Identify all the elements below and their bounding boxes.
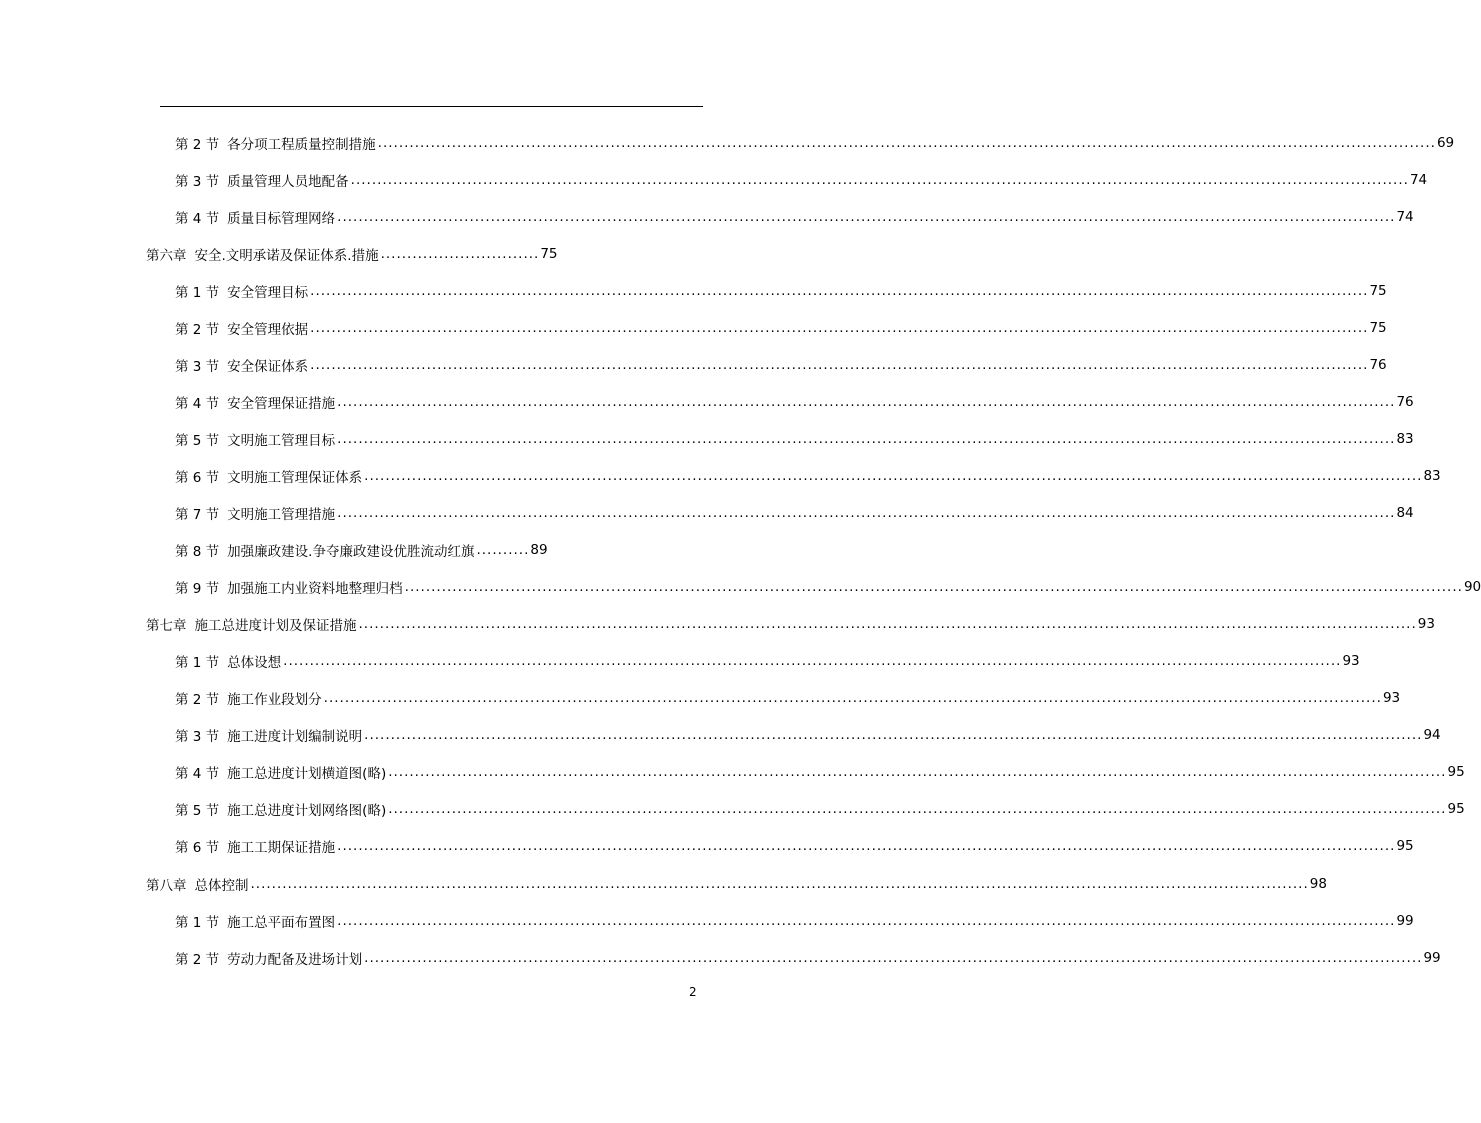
toc-section-entry[interactable] [175,939,1441,976]
toc-entry-number: 第七章 [146,618,187,635]
toc-page-number: 94 [1423,727,1441,744]
toc-page-number: 93 [1417,616,1435,633]
toc-section-entry[interactable] [175,457,1441,494]
toc-entry-title: 安全管理保证措施 [227,395,336,412]
toc-dot-leader: ........................................................................................................................................................................................................ [377,134,1436,151]
toc-page-number: 95 [1447,801,1465,818]
toc-entry-number: 第 2 节 [175,136,220,153]
toc-entry-title: 施工进度计划编制说明 [227,729,363,746]
toc-entry-title: 文明施工管理保证体系 [227,469,363,486]
toc-entry-number: 第 1 节 [175,284,220,301]
toc-entry-number: 第 5 节 [175,432,220,449]
toc-page-number: 90 [1463,579,1481,596]
toc-section-entry[interactable] [175,420,1414,457]
toc-dot-leader: ........................................................................................................................................................................................................ [388,764,1447,781]
toc-section-entry[interactable] [175,569,1481,606]
toc-entry-title: 施工总进度计划及保证措施 [194,618,357,635]
toc-dot-leader: ........................................................................................................................................................................................................ [337,912,1396,929]
toc-entry-title: 总体设想 [227,655,282,672]
toc-entry-title: 文明施工管理目标 [227,432,336,449]
toc-section-entry[interactable] [175,272,1387,309]
header-rule [160,106,703,107]
toc-dot-leader: ........................................................................................................................................................................................................ [310,356,1369,373]
toc-page-number: 74 [1396,208,1414,225]
toc-entry-number: 第 3 节 [175,173,220,190]
toc-entry-number: 第 4 节 [175,766,220,783]
toc-page-number: 75 [1369,282,1387,299]
toc-page-number: 76 [1369,356,1387,373]
footer-page-number: 2 [689,985,697,999]
toc-dot-leader: ........................................................................................................................................................................................................ [323,690,1382,707]
toc-section-entry[interactable] [175,383,1414,420]
toc-entry-title: 质量管理人员地配备 [227,173,349,190]
toc-entry-title: 加强廉政建设.争夺廉政建设优胜流动红旗 [227,544,475,561]
toc-page-number: 98 [1309,875,1327,892]
toc-entry-number: 第 3 节 [175,729,220,746]
toc-section-entry[interactable] [175,309,1387,346]
toc-chapter-entry[interactable] [146,865,1327,902]
toc-dot-leader: ........................................................................................................................................................................................................ [388,801,1447,818]
toc-dot-leader: ........................................................................................................................................................................................................ [350,171,1409,188]
toc-chapter-entry[interactable] [146,235,558,272]
toc-entry-number: 第 6 节 [175,469,220,486]
toc-dot-leader: ........................................................................................................................................................................................................ [337,430,1396,447]
toc-page-number: 99 [1396,912,1414,929]
toc-entry-number: 第 7 节 [175,507,220,523]
toc-page-number: 83 [1396,430,1414,447]
toc-entry-number: 第八章 [146,877,187,894]
toc-entry-title: 施工总平面布置图 [227,914,336,931]
toc-page-number: 89 [530,542,548,559]
toc-entry-number: 第 3 节 [175,358,220,375]
toc-entry-number: 第 2 节 [175,321,220,338]
toc-section-entry[interactable] [175,532,548,569]
toc-entry-number: 第 1 节 [175,914,220,931]
toc-dot-leader: ........................................................................................................................................................................................................ [283,653,1342,670]
toc-entry-title: 安全管理依据 [227,321,309,338]
toc-section-entry[interactable] [175,791,1465,828]
toc-dot-leader: ........................................................................................................................................................................................................ [310,282,1369,299]
toc-section-entry[interactable] [175,680,1401,717]
toc-page-number: 99 [1423,949,1441,966]
toc-entry-number: 第 9 节 [175,581,220,598]
toc-page-number: 74 [1409,171,1428,188]
toc-page-number: 75 [540,245,558,262]
toc-entry-number: 第 2 节 [175,951,220,968]
toc-dot-leader: ........................................................................................................................................................................................................ [337,505,1396,521]
toc-section-entry[interactable] [175,346,1387,383]
toc-dot-leader: ........................................................................................................................................................................................................ [337,208,1396,225]
toc-page-number: 93 [1342,653,1360,670]
toc-section-entry[interactable] [175,161,1428,198]
toc-dot-leader: ........................................................................................................................................................................................................ [404,579,1463,596]
toc-dot-leader: .............................. [380,245,540,262]
toc-page-number: 83 [1423,467,1441,484]
toc-dot-leader: ........................................................................................................................................................................................................ [250,875,1309,892]
toc-chapter-entry[interactable] [146,606,1435,643]
toc-section-entry[interactable] [175,828,1414,865]
toc-entry-title: 各分项工程质量控制措施 [227,136,376,153]
toc-entry-title: 安全保证体系 [227,358,309,375]
toc-dot-leader: ........................................................................................................................................................................................................ [337,393,1396,410]
toc-page-number: 69 [1436,134,1455,151]
toc-entry-number: 第 8 节 [175,544,220,561]
toc-page-number: 84 [1396,505,1414,521]
toc-entry-title: 安全管理目标 [227,284,309,301]
toc-dot-leader: ........................................................................................................................................................................................................ [310,319,1369,336]
toc-page-number: 95 [1396,838,1414,855]
toc-entry-number: 第 6 节 [175,840,220,857]
toc-page-number: 95 [1447,764,1465,781]
toc-page-number: 93 [1382,690,1401,707]
toc-section-entry[interactable] [175,643,1360,680]
toc-entry-number: 第 4 节 [175,395,220,412]
toc-entry-title: 文明施工管理措施 [227,507,336,523]
toc-entry-title: 施工总进度计划网络图(略) [227,803,387,820]
toc-section-entry[interactable] [175,124,1455,161]
toc-dot-leader: .......... [476,542,530,559]
toc-dot-leader: ........................................................................................................................................................................................................ [337,838,1396,855]
toc-section-entry[interactable] [175,754,1465,791]
toc-dot-leader: ........................................................................................................................................................................................................ [364,467,1423,484]
toc-dot-leader: ........................................................................................................................................................................................................ [364,949,1423,966]
toc-entry-title: 安全.文明承诺及保证体系.措施 [194,247,379,264]
toc-entry-title: 总体控制 [194,877,249,894]
toc-entry-number: 第六章 [146,247,187,264]
toc-entry-title: 质量目标管理网络 [227,210,336,227]
toc-section-entry[interactable] [175,198,1414,235]
toc-dot-leader: ........................................................................................................................................................................................................ [364,727,1423,744]
toc-entry-title: 施工工期保证措施 [227,840,336,857]
toc-section-entry[interactable] [175,495,1414,532]
toc-entry-title: 施工作业段划分 [227,692,322,709]
toc-entry-title: 加强施工内业资料地整理归档 [227,581,403,598]
toc-section-entry[interactable] [175,717,1441,754]
toc-entry-number: 第 4 节 [175,210,220,227]
toc-page-number: 76 [1396,393,1414,410]
toc-entry-title: 劳动力配备及进场计划 [227,951,363,968]
toc-page-number: 75 [1369,319,1387,336]
toc-entry-number: 第 1 节 [175,655,220,672]
toc-entry-number: 第 5 节 [175,803,220,820]
toc-entry-title: 施工总进度计划横道图(略) [227,766,387,783]
toc-section-entry[interactable] [175,902,1414,939]
toc-dot-leader: ........................................................................................................................................................................................................ [358,616,1417,633]
toc-entry-number: 第 2 节 [175,692,220,709]
